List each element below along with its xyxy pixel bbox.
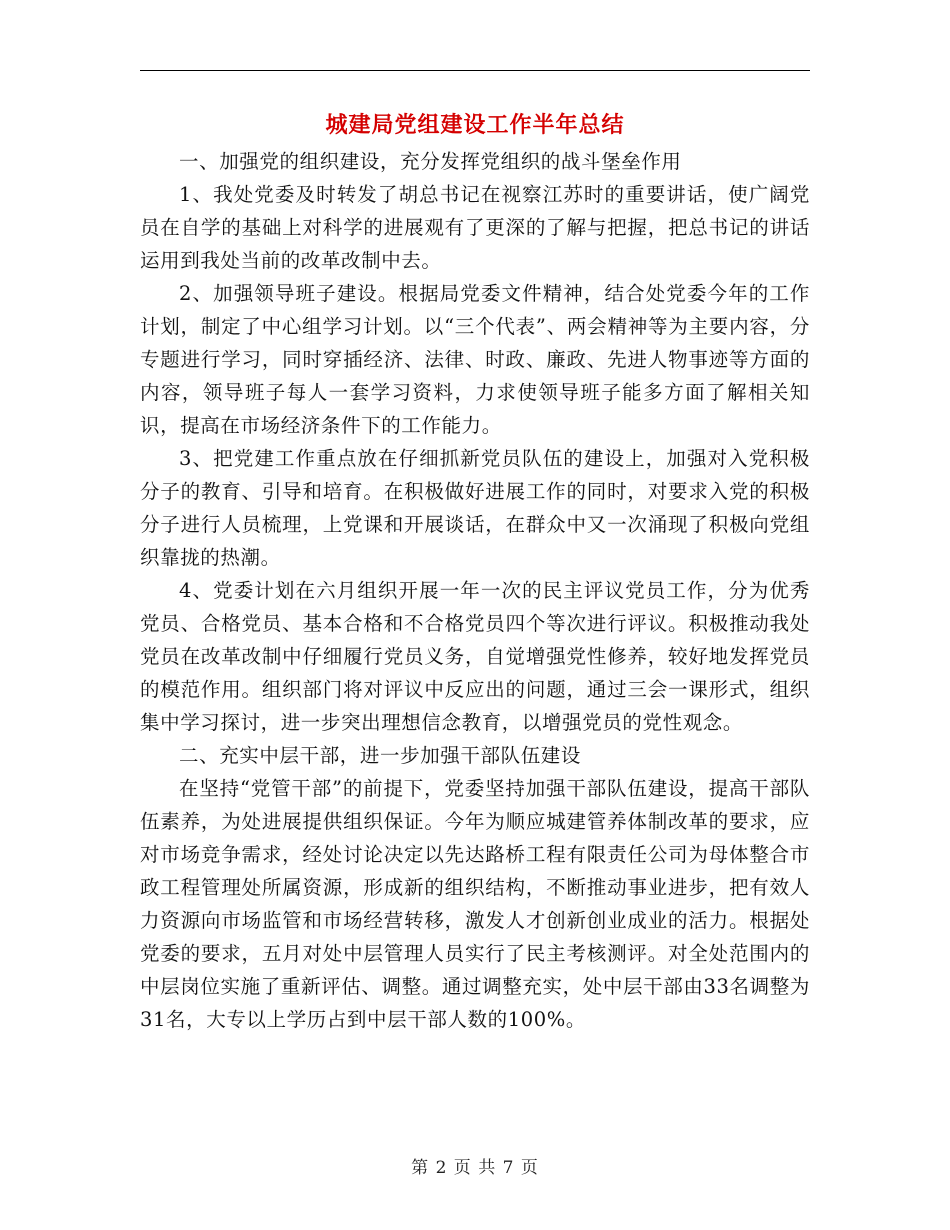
paragraph-5: 在坚持“党管干部”的前提下，党委坚持加强干部队伍建设，提高干部队伍素养，为处进展提供组织保证。今年为顺应城建管养体制改革的要求，应对市场竞争需求，经处讨论决定以先达路桥工程有限责任公司为母体整合市政工程管理处所属资源，形成新的组织结构，不断推动事业进步，把有效人力资源向市场监管和市场经营转移，激发人才创新创业成业的活力。根据处党委的要求，五月对处中层管理人员实行了民主考核测评。对全处范围内的中层岗位实施了重新评估、调整。通过调整充实，处中层干部由33名调整为31名，大专以上学历占到中层干部人数的100%。 <box>140 777 810 1031</box>
document-body <box>140 145 810 1036</box>
section-heading-1: 一、加强党的组织建设，充分发挥党组织的战斗堡垒作用 <box>179 150 682 173</box>
page-number-footer: 第 2 页 共 7 页 <box>411 1158 539 1178</box>
paragraph-4: 4、党委计划在六月组织开展一年一次的民主评议党员工作，分为优秀党员、合格党员、基本合格和不合格党员四个等次进行评议。积极推动我处党员在改革改制中仔细履行党员义务，自觉增强党性修养，较好地发挥党员的模范作用。组织部门将对评议中反应出的问题，通过三会一课形式，组织集中学习探讨，进一步突出理想信念教育，以增强党员的党性观念。 <box>140 579 810 734</box>
document-title: 城建局党组建设工作半年总结 <box>325 112 625 138</box>
paragraph-2: 2、加强领导班子建设。根据局党委文件精神，结合处党委今年的工作计划，制定了中心组学习计划。以“三个代表”、两会精神等为主要内容，分专题进行学习，同时穿插经济、法律、时政、廉政、先进人物事迹等方面的内容，领导班子每人一套学习资料，力求使领导班子能多方面了解相关知识，提高在市场经济条件下的工作能力。 <box>140 282 810 437</box>
paragraph-1: 1、我处党委及时转发了胡总书记在视察江苏时的重要讲话，使广阔党员在自学的基础上对科学的进展观有了更深的了解与把握，把总书记的讲话运用到我处当前的改革改制中去。 <box>140 183 810 272</box>
header-rule <box>140 70 810 71</box>
paragraph-3: 3、把党建工作重点放在仔细抓新党员队伍的建设上，加强对入党积极分子的教育、引导和培育。在积极做好进展工作的同时，对要求入党的积极分子进行人员梳理，上党课和开展谈话，在群众中又一次涌现了积极向党组织靠拢的热潮。 <box>140 447 810 569</box>
section-heading-2: 二、充实中层干部，进一步加强干部队伍建设 <box>179 744 582 767</box>
